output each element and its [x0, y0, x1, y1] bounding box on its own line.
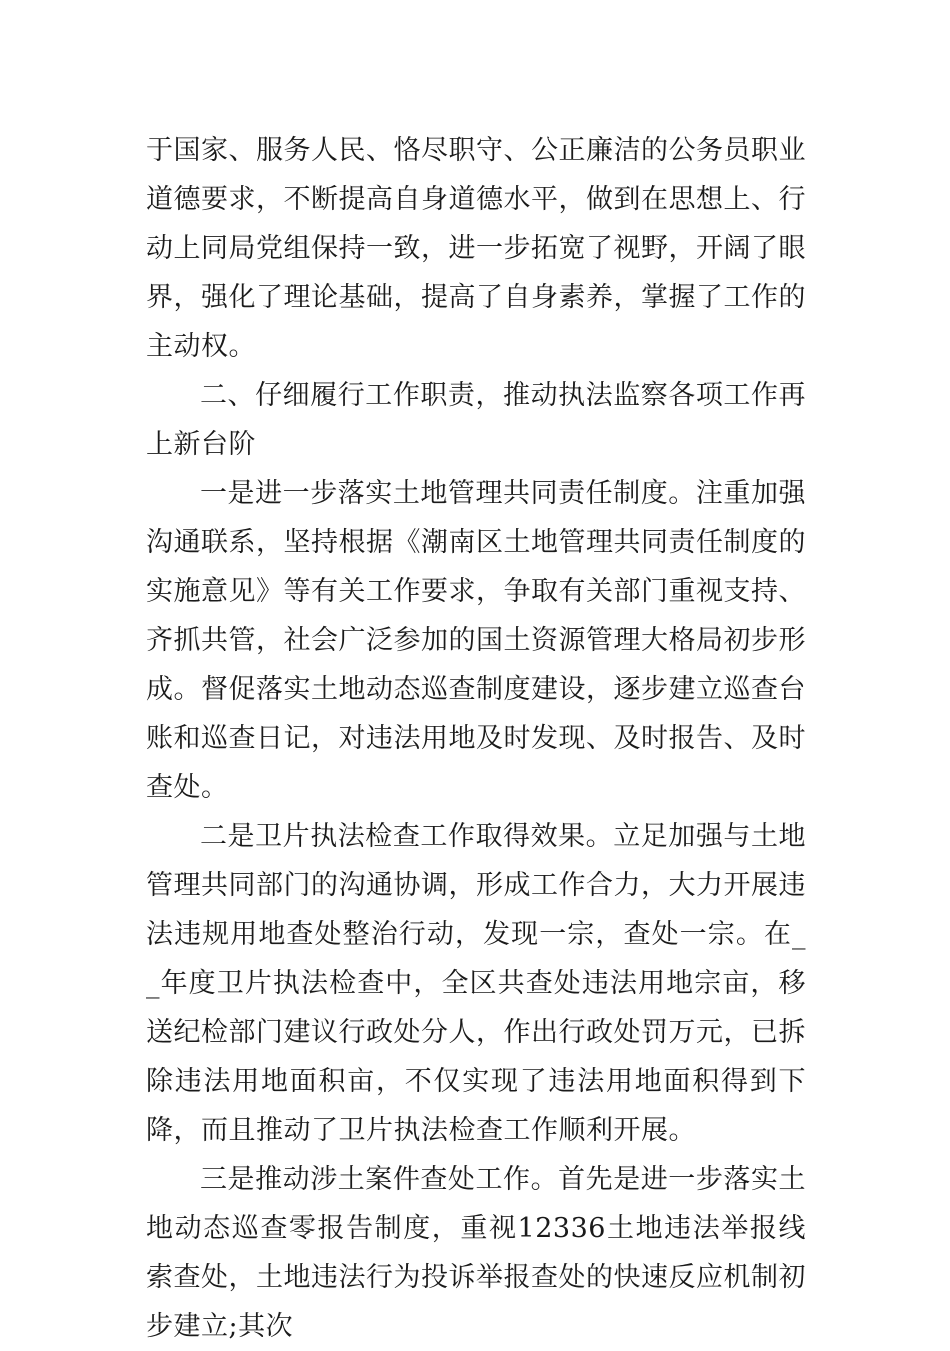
- paragraph-item-2: 二是卫片执法检查工作取得效果。立足加强与土地管理共同部门的沟通协调，形成工作合力，大力开展违法违规用地查处整治行动，发现一宗，查处一宗。在__年度卫片执法检查中，全区共查处违法用地宗亩，移送纪检部门建议行政处分人，作出行政处罚万元，已拆除违法用地面积亩，不仅实现了违法用地面积得到下降，而且推动了卫片执法检查工作顺利开展。: [146, 821, 806, 1146]
- paragraph-item-1: 一是进一步落实土地管理共同责任制度。注重加强沟通联系，坚持根据《潮南区土地管理共同责任制度的实施意见》等有关工作要求，争取有关部门重视支持、齐抓共管，社会广泛参加的国土资源管理大格局初步形成。督促落实土地动态巡查制度建设，逐步建立巡查台账和巡查日记，对违法用地及时发现、及时报告、及时查处。: [146, 478, 806, 803]
- paragraph-continuation: 于国家、服务人民、恪尽职守、公正廉洁的公务员职业道德要求，不断提高自身道德水平，做到在思想上、行动上同局党组保持一致，进一步拓宽了视野，开阔了眼界，强化了理论基础，提高了自身素养，掌握了工作的主动权。: [146, 135, 806, 362]
- section-heading-2: 二、仔细履行工作职责，推动执法监察各项工作再上新台阶: [146, 380, 806, 460]
- document-body: [146, 126, 806, 1351]
- paragraph-item-3: 三是推动涉土案件查处工作。首先是进一步落实土地动态巡查零报告制度，重视12336土地违法举报线索查处，土地违法行为投诉举报查处的快速反应机制初步建立;其次: [146, 1164, 806, 1342]
